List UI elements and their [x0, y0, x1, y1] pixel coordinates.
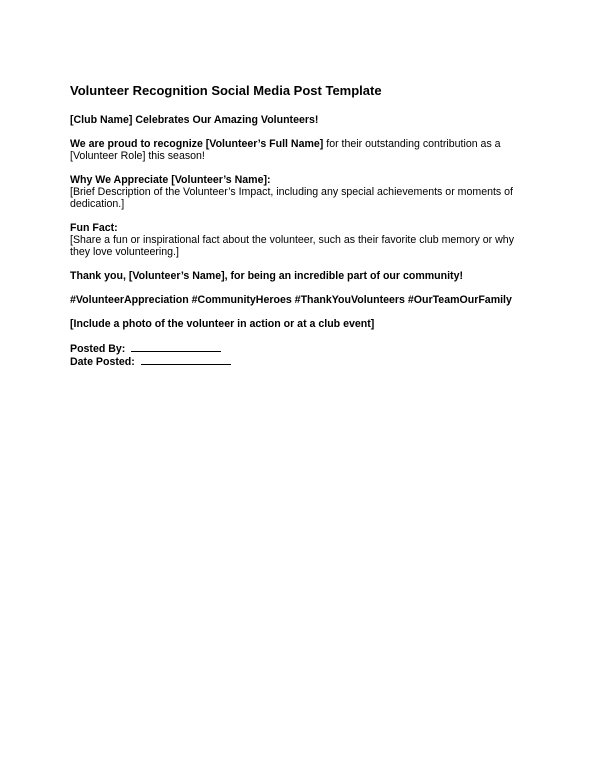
- document-title: Volunteer Recognition Social Media Post Template: [70, 83, 382, 98]
- appreciation-section: [70, 174, 530, 210]
- intro-rest-text: for their outstanding contribution as a [Volunteer Role] this season!: [70, 138, 501, 162]
- posted-by-label: Posted By:: [70, 343, 126, 355]
- posted-by-blank-line: [131, 342, 221, 352]
- thank-you-line: Thank you, [Volunteer’s Name], for being an incredible part of our community!: [70, 270, 463, 282]
- posted-by-row: [70, 342, 530, 355]
- date-posted-row: [70, 355, 530, 368]
- intro-bold-text: We are proud to recognize [Volunteer’s Full Name]: [70, 138, 324, 150]
- date-posted-blank-line: [141, 355, 231, 365]
- hashtags-line: #VolunteerAppreciation #CommunityHeroes #ThankYouVolunteers #OurTeamOurFamily: [70, 294, 512, 306]
- fun-fact-heading: Fun Fact:: [70, 222, 118, 234]
- appreciation-body: [Brief Description of the Volunteer’s Impact, including any special achievements or moments of dedication.]: [70, 186, 514, 210]
- intro-paragraph: [70, 138, 530, 162]
- appreciation-heading: Why We Appreciate [Volunteer’s Name]:: [70, 174, 271, 186]
- fun-fact-body: [Share a fun or inspirational fact about the volunteer, such as their favorite club memory or why they love volunteering.]: [70, 234, 514, 258]
- posted-block: [70, 342, 530, 368]
- fun-fact-section: [70, 222, 530, 258]
- post-headline: [Club Name] Celebrates Our Amazing Volunteers!: [70, 114, 319, 126]
- date-posted-label: Date Posted:: [70, 356, 135, 368]
- document-content: [70, 83, 530, 368]
- photo-instruction: [Include a photo of the volunteer in action or at a club event]: [70, 318, 375, 330]
